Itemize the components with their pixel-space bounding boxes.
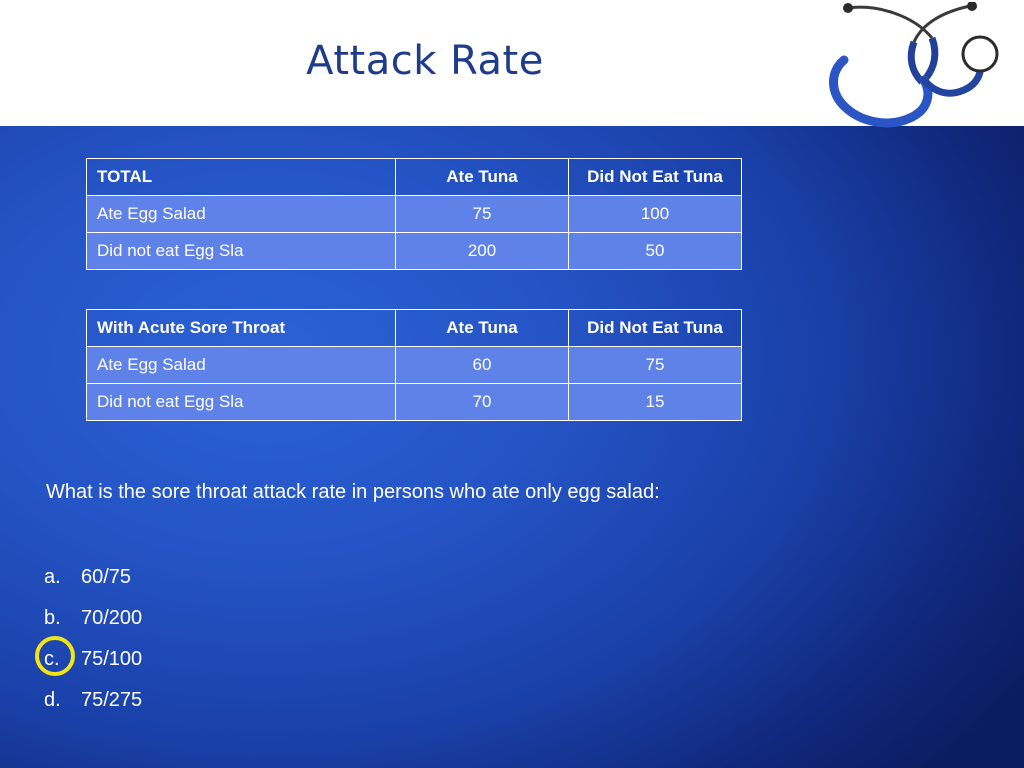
acute-sore-throat-table <box>86 309 742 421</box>
table-row <box>87 196 742 233</box>
table-cell: Did not eat Egg Sla <box>87 384 396 421</box>
choice-b[interactable] <box>44 603 444 644</box>
table-cell: Did not eat Egg Sla <box>87 233 396 270</box>
table-header-cell: Ate Tuna <box>396 310 569 347</box>
table-cell: 50 <box>569 233 742 270</box>
choice-marker: a. <box>44 566 61 588</box>
choice-label: 60/75 <box>81 566 132 588</box>
answer-choices <box>44 562 444 726</box>
choice-marker: c. <box>44 648 60 670</box>
table-header-cell: TOTAL <box>87 159 396 196</box>
choice-marker: b. <box>44 607 61 629</box>
table-cell: 75 <box>569 347 742 384</box>
table-cell: Ate Egg Salad <box>87 347 396 384</box>
total-table <box>86 158 742 270</box>
choice-a[interactable] <box>44 562 444 603</box>
correct-answer-highlight <box>35 636 75 676</box>
choice-label: 75/100 <box>81 648 143 670</box>
table-cell: 15 <box>569 384 742 421</box>
table-row <box>87 233 742 270</box>
table-cell: 70 <box>396 384 569 421</box>
table-header-cell: With Acute Sore Throat <box>87 310 396 347</box>
table-cell: 60 <box>396 347 569 384</box>
table-cell: 75 <box>396 196 569 233</box>
choice-d[interactable] <box>44 685 444 726</box>
choice-label: 70/200 <box>81 607 143 629</box>
choice-c[interactable] <box>44 644 444 685</box>
choice-marker: d. <box>44 689 61 711</box>
table-header-cell: Did Not Eat Tuna <box>569 159 742 196</box>
table-header-row <box>87 310 742 347</box>
table-cell: Ate Egg Salad <box>87 196 396 233</box>
table-cell: 100 <box>569 196 742 233</box>
table-header-cell: Did Not Eat Tuna <box>569 310 742 347</box>
table-row <box>87 384 742 421</box>
table-header-cell: Ate Tuna <box>396 159 569 196</box>
table-header-row <box>87 159 742 196</box>
stethoscope-icon <box>782 2 1020 152</box>
table-row <box>87 347 742 384</box>
choice-label: 75/275 <box>81 689 143 711</box>
question-text: What is the sore throat attack rate in persons who ate only egg salad: <box>46 481 660 503</box>
table-cell: 200 <box>396 233 569 270</box>
page-title: Attack Rate <box>306 38 544 84</box>
